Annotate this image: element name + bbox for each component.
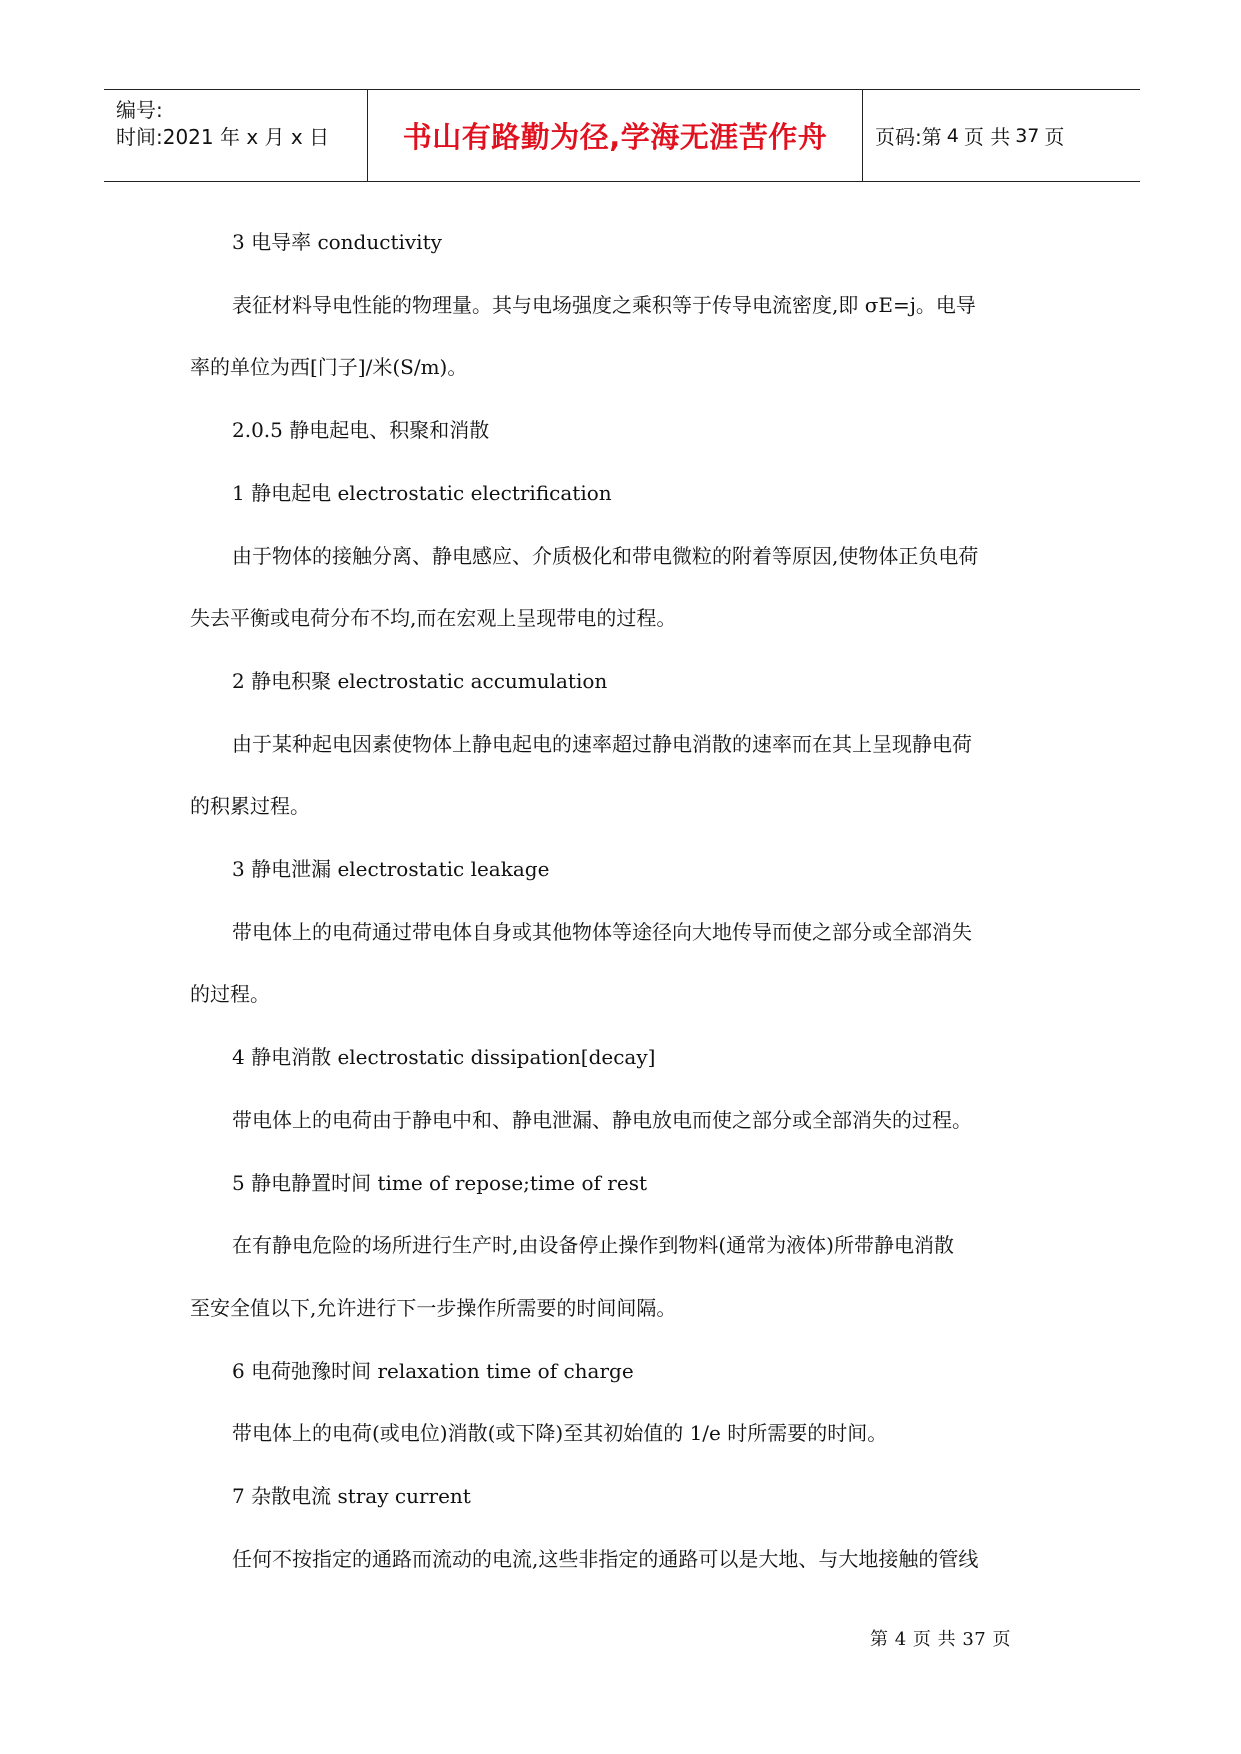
time-label: 时间:2021 年 x 月 x 日 — [116, 125, 330, 149]
paragraph: 带电体上的电荷由于静电中和、静电泄漏、静电放电而使之部分或全部消失的过程。 — [232, 1108, 972, 1132]
paragraph: 由于物体的接触分离、静电感应、介质极化和带电微粒的附着等原因,使物体正负电荷 — [232, 544, 979, 568]
paragraph: 带电体上的电荷通过带电体自身或其他物体等途径向大地传导而使之部分或全部消失 — [232, 920, 972, 944]
term-heading: 4 静电消散 electrostatic dissipation[decay] — [232, 1045, 656, 1069]
paragraph: 失去平衡或电荷分布不均,而在宏观上呈现带电的过程。 — [190, 606, 677, 630]
term-heading: 5 静电静置时间 time of repose;time of rest — [232, 1171, 647, 1195]
header-meta — [104, 90, 368, 181]
paragraph: 带电体上的电荷(或电位)消散(或下降)至其初始值的 1/e 时所需要的时间。 — [232, 1421, 888, 1445]
page-current: 4 — [946, 124, 959, 147]
page-header — [104, 89, 1140, 182]
number-label: 编号: — [116, 98, 163, 122]
page-footer: 第 4 页 共 37 页 — [870, 1629, 1011, 1650]
page-prefix: 页码:第 — [875, 125, 942, 149]
paragraph: 由于某种起电因素使物体上静电起电的速率超过静电消散的速率而在其上呈现静电荷 — [232, 732, 972, 756]
paragraph: 3 电导率 conductivity — [232, 230, 442, 254]
section-heading: 2.0.5 静电起电、积聚和消散 — [232, 418, 490, 442]
page-middle: 页 共 — [963, 125, 1011, 149]
paragraph: 在有静电危险的场所进行生产时,由设备停止操作到物料(通常为液体)所带静电消散 — [232, 1233, 954, 1257]
term-heading: 1 静电起电 electrostatic electrification — [232, 481, 612, 505]
paragraph: 的过程。 — [190, 982, 270, 1006]
page-suffix: 页 — [1044, 125, 1065, 149]
header-page-info — [863, 90, 1140, 181]
term-heading: 7 杂散电流 stray current — [232, 1484, 471, 1508]
paragraph: 任何不按指定的通路而流动的电流,这些非指定的通路可以是大地、与大地接触的管线 — [232, 1547, 979, 1571]
paragraph: 的积累过程。 — [190, 794, 310, 818]
paragraph: 至安全值以下,允许进行下一步操作所需要的时间间隔。 — [190, 1296, 677, 1320]
header-motto: 书山有路勤为径,学海无涯苦作舟 — [368, 90, 863, 181]
term-heading: 2 静电积聚 electrostatic accumulation — [232, 669, 608, 693]
paragraph: 率的单位为西[门子]/米(S/m)。 — [190, 355, 468, 379]
page-total: 37 — [1015, 124, 1040, 147]
paragraph: 表征材料导电性能的物理量。其与电场强度之乘积等于传导电流密度,即 σE=j。电导 — [232, 293, 976, 317]
term-heading: 3 静电泄漏 electrostatic leakage — [232, 857, 550, 881]
term-heading: 6 电荷弛豫时间 relaxation time of charge — [232, 1359, 634, 1383]
